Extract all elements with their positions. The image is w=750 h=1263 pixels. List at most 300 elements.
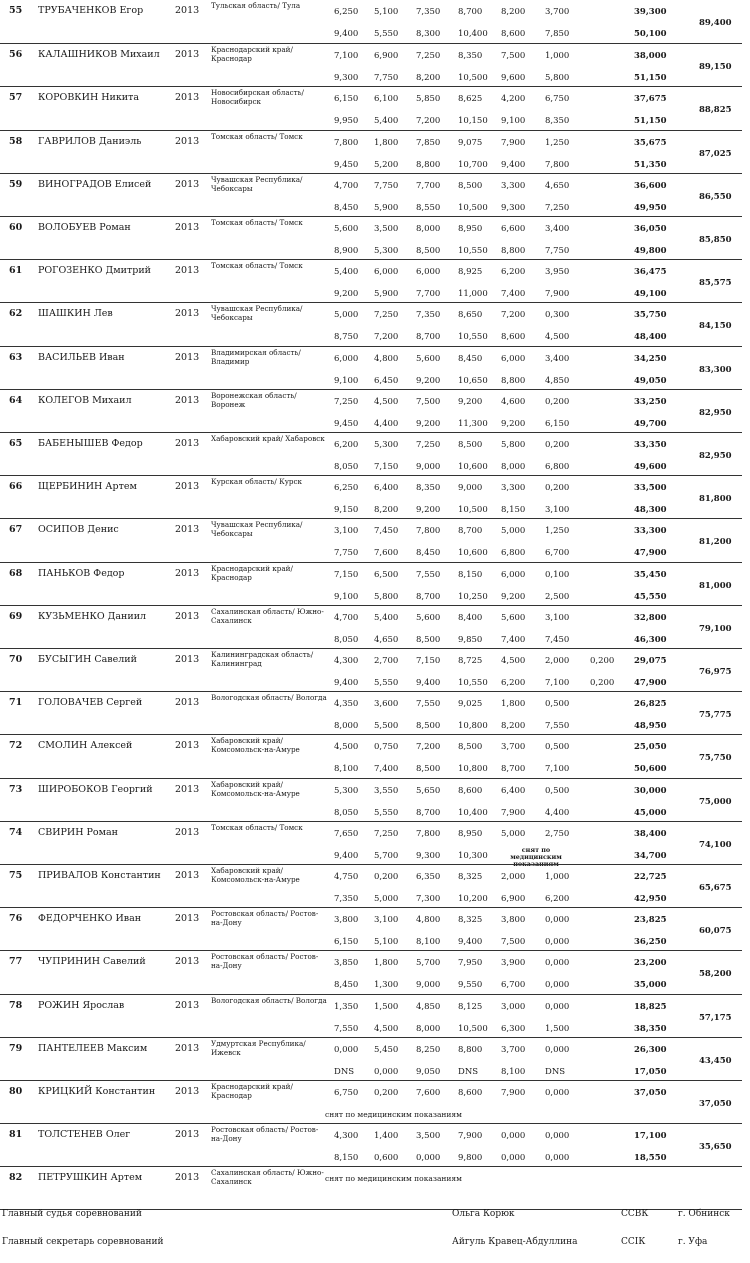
- table-row: [0, 302, 742, 345]
- score-cell: 5,600: [416, 612, 441, 623]
- score-cell: 5,900: [374, 289, 399, 300]
- score-cell: 9,400: [334, 850, 359, 861]
- athlete-name: ПАНЬКОВ Федор: [38, 567, 125, 579]
- score-cell: 8,500: [416, 246, 441, 256]
- score-cell: 0,200: [545, 483, 570, 494]
- region-city: Краснодарский край/ Краснодар: [211, 563, 293, 582]
- subtotal-day1: 36,475: [634, 267, 667, 278]
- score-cell: 8,100: [416, 937, 441, 948]
- score-cell: 3,100: [374, 915, 399, 926]
- score-cell: 5,550: [374, 29, 399, 39]
- region-city: Вологодская область/ Вологда: [211, 693, 327, 703]
- score-cell: 8,725: [458, 656, 483, 666]
- score-cell: 7,600: [416, 1088, 441, 1098]
- table-row: [0, 0, 742, 43]
- chief-secretary-label: Главный секретарь соревнований: [2, 1237, 164, 1247]
- birth-year: 2013: [175, 999, 200, 1011]
- region-city: Калининградская область/ Калининград: [211, 650, 314, 668]
- athlete-name: ТОЛСТЕНЕВ Олег: [38, 1129, 131, 1141]
- score-cell: 7,300: [416, 894, 441, 904]
- score-cell: 10,500: [458, 73, 488, 84]
- score-cell: 4,650: [545, 180, 570, 191]
- score-cell: 0,500: [545, 699, 570, 710]
- score-cell: 5,000: [334, 310, 359, 321]
- chief-secretary-city: г. Уфа: [678, 1237, 708, 1247]
- score-cell: 2,750: [545, 828, 570, 839]
- score-cell: 0,300: [545, 310, 570, 321]
- subtotal-day2: 49,600: [634, 462, 667, 472]
- region-city: Томская область/ Томск: [211, 218, 303, 227]
- score-cell: 7,800: [545, 159, 570, 170]
- score-cell: 7,700: [416, 289, 441, 300]
- score-cell: 0,000: [545, 1131, 570, 1142]
- athlete-name: ПЕТРУШКИН Артем: [38, 1172, 143, 1184]
- score-cell: 8,650: [458, 310, 483, 321]
- place-cell: 59: [9, 178, 23, 190]
- score-cell: 3,700: [545, 7, 570, 17]
- total-score: 75,775: [699, 710, 732, 721]
- place-cell: 68: [9, 567, 23, 579]
- score-cell: 7,700: [416, 180, 441, 191]
- score-cell: 7,150: [374, 462, 399, 472]
- score-cell: 8,150: [458, 569, 483, 580]
- score-cell: 8,600: [458, 785, 483, 796]
- score-cell: 6,500: [374, 569, 399, 580]
- subtotal-day1: 38,000: [634, 51, 667, 62]
- subtotal-day2: 49,050: [634, 375, 667, 386]
- score-cell: 3,300: [501, 180, 526, 191]
- subtotal-day1: 39,300: [634, 7, 667, 17]
- score-cell: 5,900: [374, 202, 399, 213]
- subtotal-day1: 38,400: [634, 828, 667, 839]
- birth-year: 2013: [175, 265, 200, 277]
- score-cell: 4,500: [545, 332, 570, 343]
- birth-year: 2013: [175, 135, 200, 147]
- score-cell: 6,450: [374, 375, 399, 386]
- athlete-name: РОГОЗЕНКО Дмитрий: [38, 265, 152, 277]
- total-score: 88,825: [699, 105, 732, 116]
- birth-year: 2013: [175, 308, 200, 320]
- score-cell: 11,000: [458, 289, 488, 300]
- score-cell: 6,200: [545, 894, 570, 904]
- score-cell: 1,500: [374, 1001, 399, 1012]
- table-row: [0, 950, 742, 993]
- score-cell: 9,200: [458, 396, 483, 407]
- place-cell: 62: [9, 308, 23, 320]
- score-cell: 5,700: [374, 850, 399, 861]
- birth-year: 2013: [175, 870, 200, 881]
- score-cell: 4,500: [334, 742, 359, 753]
- table-row: [0, 1166, 742, 1209]
- score-cell: 8,500: [458, 440, 483, 450]
- athlete-name: ВАСИЛЬЕВ Иван: [38, 351, 125, 363]
- athlete-name: КУЗЬМЕНКО Даниил: [38, 610, 147, 622]
- score-cell: 5,600: [416, 353, 441, 364]
- score-cell: 6,300: [501, 1023, 526, 1034]
- score-cell: 7,750: [334, 548, 359, 559]
- table-row: [0, 994, 742, 1037]
- score-cell: 7,450: [374, 526, 399, 537]
- score-cell: 10,250: [458, 591, 488, 602]
- score-cell: 8,200: [501, 721, 526, 732]
- score-cell: 1,000: [545, 51, 570, 62]
- athlete-name: ВОЛОБУЕВ Роман: [38, 222, 131, 233]
- score-cell: 7,250: [545, 202, 570, 213]
- score-cell: 0,000: [545, 1088, 570, 1098]
- score-cell: 1,800: [374, 958, 399, 969]
- score-cell: 7,850: [545, 29, 570, 39]
- score-cell: 7,550: [545, 721, 570, 732]
- total-score: 84,150: [699, 321, 732, 332]
- score-cell: 7,950: [458, 958, 483, 969]
- chief-judge-city: г. Обнинск: [678, 1209, 730, 1219]
- score-cell: 8,050: [334, 462, 359, 472]
- score-cell: 9,550: [458, 980, 483, 991]
- place-cell: 67: [9, 524, 23, 536]
- place-cell: 60: [9, 222, 23, 233]
- score-cell: 9,200: [334, 289, 359, 300]
- chief-judge-name: Ольга Корюк: [452, 1209, 515, 1219]
- score-cell: 8,000: [416, 1023, 441, 1034]
- score-cell: 5,100: [374, 7, 399, 17]
- score-cell: 4,750: [334, 872, 359, 882]
- athlete-name: РОЖИН Ярослав: [38, 999, 125, 1011]
- score-cell: 1,500: [545, 1023, 570, 1034]
- score-cell: 2,500: [545, 591, 570, 602]
- place-cell: 61: [9, 265, 23, 277]
- subtotal-day2: 51,150: [634, 116, 667, 127]
- birth-year: 2013: [175, 92, 200, 104]
- region-city: Сахалинская область/ Южно-Сахалинск: [211, 606, 324, 625]
- score-cell: 9,025: [458, 699, 483, 710]
- subtotal-day1: 35,675: [634, 137, 667, 148]
- score-cell: 3,400: [545, 224, 570, 234]
- score-cell: 7,550: [334, 1023, 359, 1034]
- score-cell: 7,550: [416, 699, 441, 710]
- score-cell: 10,150: [458, 116, 488, 127]
- score-cell: 3,950: [545, 267, 570, 278]
- total-score: 89,150: [699, 62, 732, 73]
- total-score: 85,850: [699, 235, 732, 245]
- score-cell: 9,000: [416, 462, 441, 472]
- score-cell: 7,900: [501, 807, 526, 818]
- score-cell: 8,200: [374, 505, 399, 516]
- score-cell: 7,500: [501, 51, 526, 62]
- subtotal-day2: 18,550: [634, 1153, 667, 1164]
- score-cell: 8,100: [501, 1066, 526, 1077]
- score-cell: 0,000: [545, 1153, 570, 1164]
- score-cell: 8,350: [458, 51, 483, 62]
- score-cell: 10,500: [458, 202, 488, 213]
- score-cell: 8,050: [334, 634, 359, 645]
- place-cell: 77: [9, 956, 23, 968]
- athlete-name: ФЕДОРЧЕНКО Иван: [38, 913, 142, 925]
- table-row: [0, 86, 742, 129]
- table-row: [0, 1123, 742, 1166]
- athlete-name: ЧУПРИНИН Савелий: [38, 956, 146, 968]
- score-cell: 6,900: [501, 894, 526, 904]
- score-cell: 0,200: [374, 1088, 399, 1098]
- table-row: [0, 691, 742, 734]
- score-cell: 1,400: [374, 1131, 399, 1142]
- score-cell: 4,500: [374, 396, 399, 407]
- table-row: [0, 173, 742, 216]
- subtotal-day2: 50,100: [634, 29, 667, 39]
- score-cell: 4,200: [501, 94, 526, 105]
- table-row: [0, 346, 742, 389]
- score-cell: 7,250: [334, 396, 359, 407]
- subtotal-day2: 50,600: [634, 764, 667, 775]
- region-city: Воронежская область/ Воронеж: [211, 390, 297, 409]
- score-cell: 6,150: [334, 94, 359, 105]
- score-cell: 5,600: [334, 224, 359, 234]
- score-cell: 3,800: [501, 915, 526, 926]
- score-cell: 4,350: [334, 699, 359, 710]
- birth-year: 2013: [175, 481, 200, 493]
- birth-year: 2013: [175, 913, 200, 925]
- score-cell: 7,400: [501, 634, 526, 645]
- score-cell: 7,350: [416, 7, 441, 17]
- score-cell: 8,800: [501, 375, 526, 386]
- athlete-name: СМОЛИН Алексей: [38, 740, 133, 752]
- score-cell: 8,550: [416, 202, 441, 213]
- table-row: [0, 562, 742, 605]
- score-cell: 7,900: [545, 289, 570, 300]
- subtotal-day1: 25,050: [634, 742, 667, 753]
- place-cell: 80: [9, 1086, 23, 1097]
- score-cell: 8,350: [545, 116, 570, 127]
- athlete-name: КОЛЕГОВ Михаил: [38, 394, 132, 406]
- score-cell: 0,200: [590, 656, 615, 666]
- score-cell: 6,700: [545, 548, 570, 559]
- score-cell: 0,500: [545, 742, 570, 753]
- place-cell: 70: [9, 654, 23, 665]
- birth-year: 2013: [175, 49, 200, 61]
- athlete-name: КАЛАШНИКОВ Михаил: [38, 49, 160, 61]
- region-city: Владимирская область/ Владимир: [211, 347, 301, 366]
- place-cell: 57: [9, 92, 23, 104]
- table-row: [0, 1037, 742, 1080]
- total-score: 82,950: [699, 407, 732, 418]
- birth-year: 2013: [175, 740, 200, 752]
- birth-year: 2013: [175, 1172, 200, 1184]
- place-cell: 66: [9, 481, 23, 493]
- birth-year: 2013: [175, 1129, 200, 1141]
- total-score: 35,650: [699, 1142, 732, 1153]
- score-cell: 0,600: [374, 1153, 399, 1164]
- score-cell: 8,750: [334, 332, 359, 343]
- subtotal-day2: 49,950: [634, 202, 667, 213]
- table-row: [0, 216, 742, 259]
- score-cell: 10,700: [458, 159, 488, 170]
- subtotal-day2: 36,250: [634, 937, 667, 948]
- score-cell: 8,500: [416, 764, 441, 775]
- score-cell: 1,250: [545, 137, 570, 148]
- score-cell: 5,800: [501, 440, 526, 450]
- score-cell: 4,400: [545, 807, 570, 818]
- subtotal-day2: 45,550: [634, 591, 667, 602]
- region-city: Краснодарский край/ Краснодар: [211, 45, 293, 64]
- total-score: 60,075: [699, 926, 732, 937]
- total-score: 87,025: [699, 148, 732, 159]
- athlete-name: ТРУБАЧЕНКОВ Егор: [38, 5, 144, 16]
- score-cell: 5,000: [501, 526, 526, 537]
- score-cell: 7,600: [374, 548, 399, 559]
- athlete-name: БАБЕНЫШЕВ Федор: [38, 438, 143, 449]
- subtotal-day1: 35,750: [634, 310, 667, 321]
- subtotal-day2: 47,900: [634, 548, 667, 559]
- region-city: Томская область/ Томск: [211, 261, 303, 271]
- total-score: 81,200: [699, 537, 732, 548]
- region-city: Ростовская область/ Ростов-на-Дону: [211, 909, 319, 928]
- subtotal-day1: 34,250: [634, 353, 667, 364]
- score-cell: 0,000: [545, 980, 570, 991]
- score-cell: 7,250: [416, 51, 441, 62]
- score-cell: 8,600: [458, 1088, 483, 1098]
- subtotal-day1: 36,600: [634, 180, 667, 191]
- athlete-name: ГАВРИЛОВ Даниэль: [38, 135, 142, 147]
- score-cell: 0,200: [374, 872, 399, 882]
- score-cell: 3,400: [545, 353, 570, 364]
- score-cell: 5,650: [416, 785, 441, 796]
- table-row: [0, 259, 742, 302]
- score-cell: 1,800: [501, 699, 526, 710]
- table-row: [0, 1080, 742, 1123]
- score-cell: 8,150: [334, 1153, 359, 1164]
- place-cell: 82: [9, 1172, 23, 1184]
- score-cell: 5,400: [374, 612, 399, 623]
- score-cell: 9,400: [416, 678, 441, 688]
- athlete-name: ПРИВАЛОВ Константин: [38, 870, 161, 881]
- score-cell: 0,000: [501, 1131, 526, 1142]
- table-row: [0, 907, 742, 950]
- score-cell: 10,800: [458, 764, 488, 775]
- score-cell: 5,300: [374, 246, 399, 256]
- score-cell: 8,000: [416, 224, 441, 234]
- subtotal-day2: 51,350: [634, 159, 667, 170]
- region-city: Ростовская область/ Ростов-на-Дону: [211, 952, 319, 971]
- score-cell: 8,500: [458, 180, 483, 191]
- score-cell: 7,750: [374, 73, 399, 84]
- score-cell: 7,250: [416, 440, 441, 450]
- score-cell: 8,325: [458, 872, 483, 882]
- total-score: 81,000: [699, 580, 732, 591]
- score-cell: 2,000: [545, 656, 570, 666]
- score-cell: 7,350: [416, 310, 441, 321]
- subtotal-day2: 49,800: [634, 246, 667, 256]
- score-cell: 9,400: [501, 159, 526, 170]
- score-cell: 3,550: [374, 785, 399, 796]
- score-cell: 10,200: [458, 894, 488, 904]
- subtotal-day2: 48,300: [634, 505, 667, 516]
- score-cell: 6,800: [545, 462, 570, 472]
- score-cell: 6,000: [501, 353, 526, 364]
- score-cell: 6,200: [501, 678, 526, 688]
- score-cell: 4,300: [334, 1131, 359, 1142]
- score-cell: 9,400: [458, 937, 483, 948]
- score-cell: 3,100: [545, 505, 570, 516]
- score-cell: 6,400: [374, 483, 399, 494]
- score-cell: 7,150: [416, 656, 441, 666]
- score-cell: 8,050: [334, 807, 359, 818]
- athlete-name: СВИРИН Роман: [38, 826, 119, 838]
- score-cell: 2,000: [501, 872, 526, 882]
- total-score: 75,000: [699, 796, 732, 807]
- athlete-name: ШАШКИН Лев: [38, 308, 113, 320]
- subtotal-day2: 49,100: [634, 289, 667, 300]
- score-cell: 10,550: [458, 678, 488, 688]
- score-cell: 9,450: [334, 418, 359, 429]
- score-cell: 9,400: [334, 678, 359, 688]
- score-cell: 7,100: [545, 678, 570, 688]
- region-city: Удмуртская Республика/ Ижевск: [211, 1038, 306, 1057]
- score-cell: 8,700: [458, 526, 483, 537]
- score-cell: 6,250: [334, 483, 359, 494]
- score-cell: 5,550: [374, 807, 399, 818]
- subtotal-day2: 51,150: [634, 73, 667, 84]
- score-cell: 9,000: [458, 483, 483, 494]
- score-cell: 9,600: [501, 73, 526, 84]
- score-cell: 7,400: [501, 289, 526, 300]
- score-cell: 8,625: [458, 94, 483, 105]
- score-cell: 9,850: [458, 634, 483, 645]
- score-cell: 0,000: [545, 937, 570, 948]
- score-cell: 6,700: [501, 980, 526, 991]
- score-cell: 8,800: [416, 159, 441, 170]
- score-cell: 7,200: [374, 332, 399, 343]
- total-score: 75,750: [699, 753, 732, 764]
- score-cell: 5,500: [374, 721, 399, 732]
- athlete-name: ШИРОБОКОВ Георгий: [38, 783, 153, 795]
- subtotal-day2: 47,900: [634, 678, 667, 688]
- score-cell: 8,600: [501, 29, 526, 39]
- table-row: [0, 605, 742, 648]
- score-cell: 9,150: [334, 505, 359, 516]
- score-cell: 5,550: [374, 678, 399, 688]
- score-cell: 5,300: [334, 785, 359, 796]
- score-cell: 7,850: [416, 137, 441, 148]
- place-cell: 78: [9, 999, 23, 1011]
- score-cell: 8,200: [416, 73, 441, 84]
- place-cell: 81: [9, 1129, 23, 1141]
- score-cell: 10,650: [458, 375, 488, 386]
- score-cell: 0,200: [545, 396, 570, 407]
- subtotal-day1: 33,300: [634, 526, 667, 537]
- region-city: Тульская область/ Тула: [211, 1, 301, 10]
- score-cell: 8,700: [416, 591, 441, 602]
- place-cell: 65: [9, 438, 23, 449]
- subtotal-day2: 17,050: [634, 1066, 667, 1077]
- subtotal-day1: 33,250: [634, 396, 667, 407]
- score-cell: 7,500: [501, 937, 526, 948]
- table-row: [0, 648, 742, 691]
- score-cell: 7,550: [416, 569, 441, 580]
- score-cell: 0,200: [545, 440, 570, 450]
- score-cell: 9,200: [501, 418, 526, 429]
- score-cell: 0,100: [545, 569, 570, 580]
- score-cell: 7,100: [545, 764, 570, 775]
- score-cell: 1,000: [545, 872, 570, 882]
- score-cell: DNS: [334, 1066, 355, 1077]
- score-cell: 3,850: [334, 958, 359, 969]
- chief-judge-label: Главный судья соревнований: [2, 1209, 142, 1219]
- score-cell: 7,150: [334, 569, 359, 580]
- score-cell: 8,325: [458, 915, 483, 926]
- score-cell: 0,000: [416, 1153, 441, 1164]
- score-cell: 6,250: [334, 7, 359, 17]
- score-cell: 8,500: [416, 634, 441, 645]
- score-cell: 7,750: [545, 246, 570, 256]
